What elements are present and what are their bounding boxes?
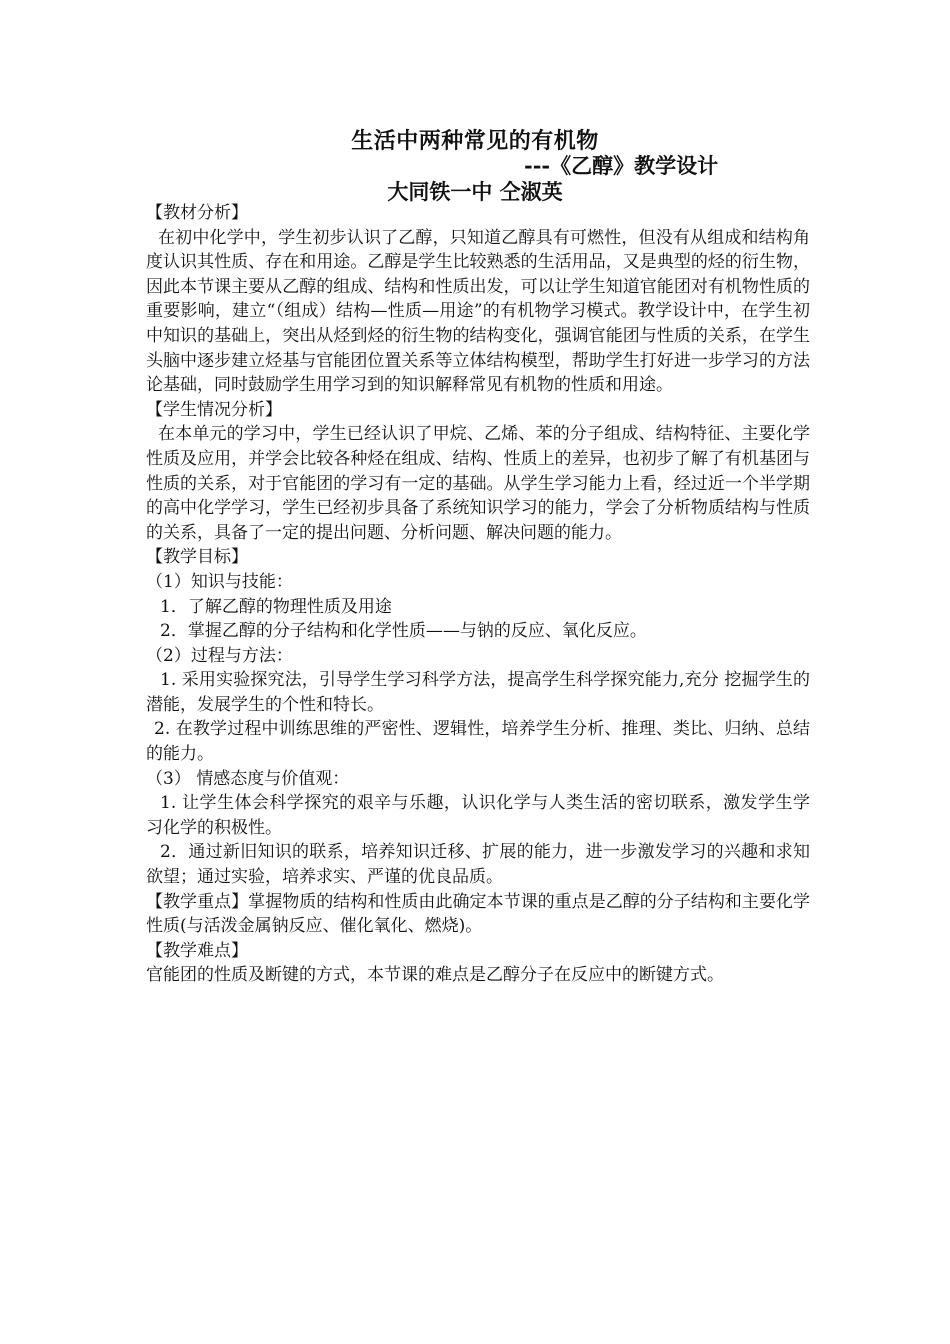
goal-emotion-heading: （3） 情感态度与价值观： (146, 768, 350, 789)
section-heading-difficulty: 【教学难点】 (146, 940, 248, 961)
section-heading-material: 【教材分析】 (146, 203, 248, 223)
difficulty-paragraph: 官能团的性质及断键的方式，本节课的难点是乙醇分子在反应中的断键方式。 (146, 965, 724, 986)
goal-emotion-item: 1. 让学生体会科学探究的艰辛与乐趣，认识化学与人类生活的密切联系，激发学生学习化学的积极性。 (146, 793, 810, 838)
document-title: 生活中两种常见的有机物 (351, 128, 599, 154)
key-point-paragraph (146, 890, 810, 939)
goal-knowledge-item: 1．了解乙醇的物理性质及用途 (160, 596, 392, 617)
student-analysis-paragraph: 在本单元的学习中，学生已经认识了甲烷、乙烯、苯的分子组成、结构特征、主要化学性质及应用，并学会比较各种烃在组成、结构、性质上的差异，也初步了解了有机基团与性质的关系，对于官能团的学习有一定的基础。从学生学习能力上看，经过近一个半学期的高中化学学习，学生已经初步具备了系统知识学习的能力，学会了分析物质结构与性质的关系，具备了一定的提出问题、分析问题、解决问题的能力。 (146, 424, 810, 543)
goal-process-item: 2. 在教学过程中训练思维的严密性、逻辑性，培养学生分析、推理、类比、归纳、总结的能力。 (146, 719, 810, 765)
goal-process-item: 1. 采用实验探究法，引导学生学习科学方法，提高学生科学探究能力,充分 挖掘学生的潜能，发展学生的个性和特长。 (146, 670, 810, 715)
goal-knowledge-heading: （1）知识与技能： (146, 571, 293, 592)
section-heading-key: 【教学重点】 (146, 891, 249, 912)
document-body (146, 201, 810, 988)
section-heading-goals: 【教学目标】 (146, 547, 248, 568)
goal-knowledge-item: 2．掌握乙醇的分子结构和化学性质——与钠的反应、氧化反应。 (160, 621, 647, 642)
document-subtitle: ---《乙醇》教学设计 (524, 153, 719, 178)
material-analysis-paragraph: 在初中化学中，学生初步认识了乙醇，只知道乙醇具有可燃性，但没有从组成和结构角度认识其性质、存在和用途。乙醇是学生比较熟悉的生活用品，又是典型的烃的衍生物，因此本节课主要从乙醇的组成、结构和性质出发，可以让学生知道官能团对有机物性质的重要影响，建立“（组成）结构—性质—用途”的有机物学习模式。教学设计中，在学生初中知识的基础上，突出从烃到烃的衍生物的结构变化，强调官能团与性质的关系，在学生头脑中逐步建立烃基与官能团位置关系等立体结构模型，帮助学生打好进一步学习的方法论基础，同时鼓励学生用学习到的知识解释常见有机物的性质和用途。 (146, 227, 810, 396)
section-heading-student: 【学生情况分析】 (146, 399, 282, 420)
goal-process-heading: （2）过程与方法： (146, 645, 293, 666)
document-author: 大同铁一中 仝淑英 (387, 179, 563, 204)
goal-emotion-item: 2．通过新旧知识的联系，培养知识迁移、扩展的能力，进一步激发学习的兴趣和求知欲望；通过实验，培养求实、严谨的优良品质。 (146, 842, 810, 888)
key-point-text: 掌握物质的结构和性质由此确定本节课的重点是乙醇的分子结构和主要化学性质(与活泼金属钠反应、催化氧化、燃烧)。 (146, 891, 811, 937)
